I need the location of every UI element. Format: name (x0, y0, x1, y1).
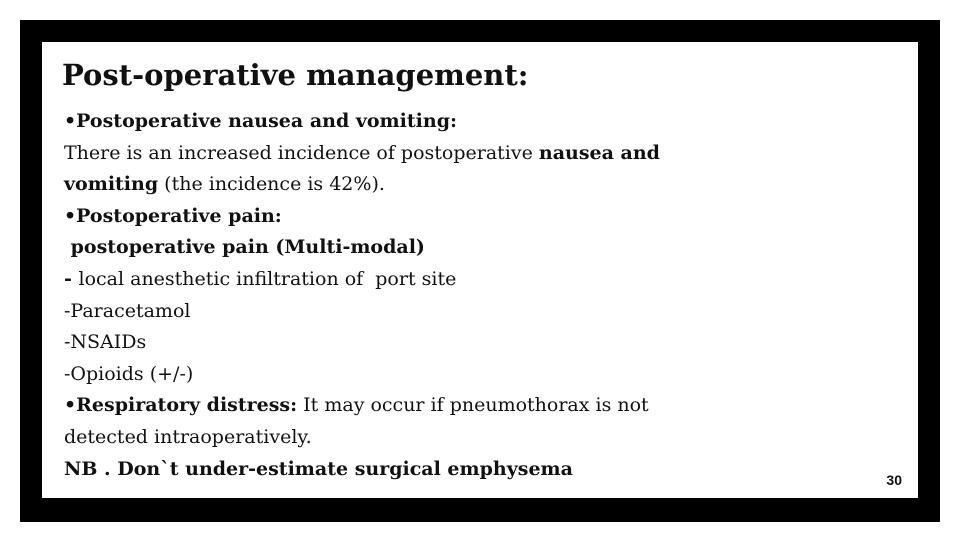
pain-item-dash: - (64, 267, 79, 290)
pain-item (64, 264, 784, 296)
nausea-text-bold1: nausea and (538, 141, 660, 164)
respiratory-text-part1: It may occur if pneumothorax is not (297, 394, 649, 417)
pain-item: -Opioids (+/-) (64, 362, 194, 385)
note-text: NB . Don`t under-estimate surgical emphysema (64, 457, 573, 480)
nausea-heading: •Postoperative nausea and vomiting: (64, 110, 457, 132)
pain-heading: •Postoperative pain: (64, 204, 282, 227)
nausea-text-line-1 (64, 138, 784, 170)
pain-subheading: postoperative pain (Multi-modal) (64, 236, 425, 259)
slide-content (64, 106, 784, 485)
nausea-text-part1: There is an increased incidence of postoperative (64, 141, 539, 164)
nausea-text-line-2 (64, 169, 784, 201)
slide-title: Post-operative management: (62, 58, 529, 92)
nausea-text-part2: (the incidence is 42%). (158, 173, 385, 196)
slide (42, 42, 918, 498)
pain-item: -NSAIDs (64, 331, 147, 354)
page-number: 30 (886, 472, 902, 488)
pain-item-text: local anesthetic infiltration of port site (78, 267, 457, 290)
respiratory-line-2: detected intraoperatively. (64, 425, 312, 448)
respiratory-line-1 (64, 390, 784, 422)
pain-item: -Paracetamol (64, 299, 191, 322)
nausea-text-bold2: vomiting (64, 173, 159, 196)
respiratory-heading: •Respiratory distress: (64, 394, 298, 417)
